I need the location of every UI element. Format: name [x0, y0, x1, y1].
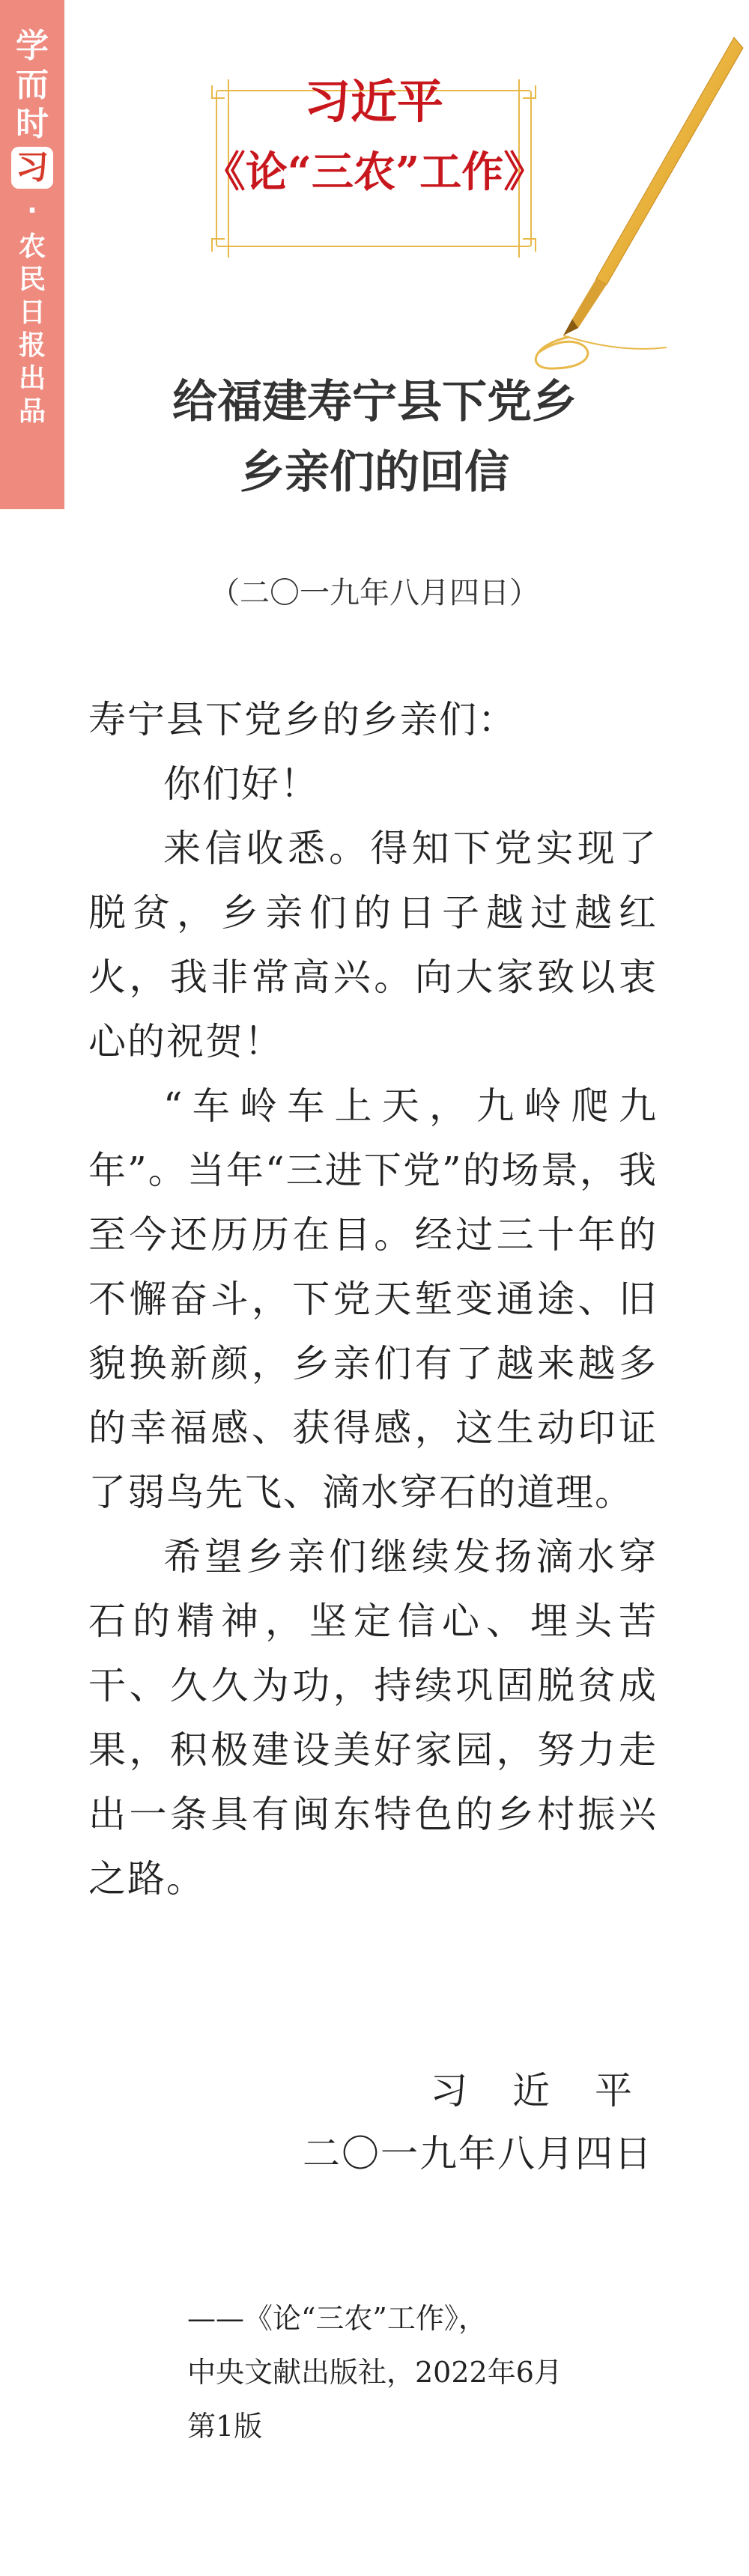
side-band-char: 时 [16, 105, 49, 143]
source-line: ——《论“三农”工作》， [187, 2302, 487, 2335]
side-band-char: 学 [16, 27, 49, 65]
greeting: 你们好！ [163, 762, 319, 806]
side-band-char: 日 [18, 297, 46, 328]
author-name: 习近平 [303, 74, 443, 129]
book-title: 《论“三农”工作》 [203, 148, 546, 197]
signature-name: 习 近 平 [430, 2069, 649, 2112]
side-band-char: 而 [16, 66, 49, 104]
side-band-char: 品 [18, 396, 46, 427]
side-band-char: 农 [18, 231, 46, 262]
signature-date: 二〇一九年八月四日 [303, 2132, 653, 2175]
paragraph: 来信收悉。得知下党实现了脱贫，乡亲们的日子越过越红火，我非常高兴。向大家致以衷心的祝贺！ [88, 827, 658, 1063]
heading-line: 乡亲们的回信 [240, 446, 509, 499]
date-line: （二〇一九年八月四日） [210, 576, 539, 610]
frame-corner [211, 238, 225, 252]
side-band-char: 民 [18, 264, 46, 295]
source-line: 第1版 [187, 2410, 263, 2443]
paragraph: “车岭车上天，九岭爬九年”。当年“三进下党”的场景，我至今还历历在目。经过三十年的不懈奋斗，下党天堑变通途、旧貌换新颜，乡亲们有了越来越多的幸福感、获得感，这生动印证了弱鸟先飞、滴水穿石的道理。 [88, 1084, 658, 1514]
letter-body [88, 687, 658, 1911]
heading-line: 给福建寿宁县下党乡 [172, 376, 577, 428]
side-band-char: 报 [18, 330, 46, 361]
side-band [0, 0, 64, 509]
paragraph: 希望乡亲们继续发扬滴水穿石的精神，坚定信心、埋头苦干、久久为功，持续巩固脱贫成果，积极建设美好家园，努力走出一条具有闽东特色的乡村振兴之路。 [88, 1535, 658, 1901]
side-band-dot: · [27, 195, 37, 226]
fountain-pen-icon [524, 22, 749, 374]
source-line: 中央文献出版社，2022年6月 [187, 2356, 562, 2389]
side-band-char: 出 [18, 363, 46, 394]
letter-heading [75, 367, 674, 508]
side-band-stamp: 习 [11, 147, 53, 189]
salutation: 寿宁县下党乡的乡亲们： [88, 698, 517, 741]
source-citation [187, 2291, 667, 2453]
